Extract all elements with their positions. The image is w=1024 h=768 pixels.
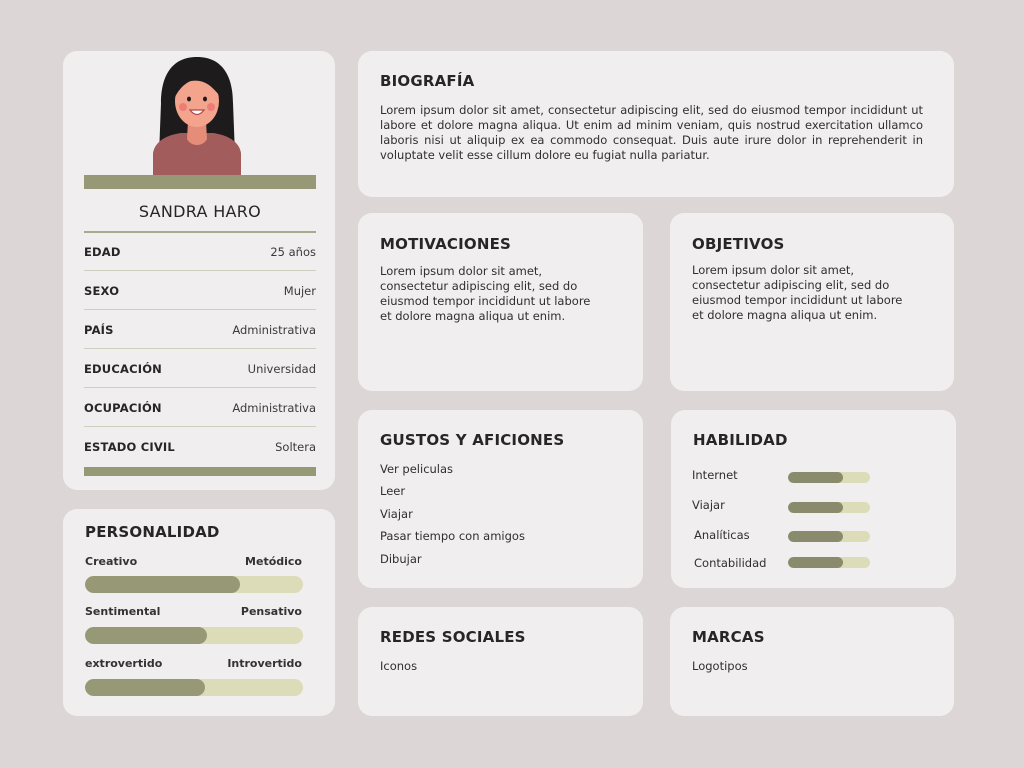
personality-title: PERSONALIDAD <box>85 523 220 541</box>
info-value: Administrativa <box>232 323 316 337</box>
skill-label: Analíticas <box>694 528 750 542</box>
profile-footer-stripe <box>84 467 316 476</box>
skill-bar-viajar <box>788 502 870 513</box>
trait-right-label: Pensativo <box>240 605 302 618</box>
info-row-pais <box>84 310 316 349</box>
info-value: Soltera <box>275 440 316 454</box>
info-value: Administrativa <box>232 401 316 415</box>
motivations-text: Lorem ipsum dolor sit amet, consectetur adipiscing elit, sed do eiusmod tempor incididunt ut labore et dolore magna aliqua ut enim. <box>380 264 591 323</box>
info-key: PAÍS <box>84 323 114 337</box>
trait-slider-sentimental <box>85 627 303 644</box>
trait-slider-fill <box>85 627 207 644</box>
info-row-edad <box>84 232 316 271</box>
skill-bar-contabilidad <box>788 557 870 568</box>
hobby-item: Dibujar <box>380 552 422 566</box>
skills-card <box>671 410 956 588</box>
info-value: 25 años <box>270 245 316 259</box>
trait-left-label: Creativo <box>85 555 138 568</box>
skill-bar-fill <box>788 472 843 483</box>
motivations-title: MOTIVACIONES <box>380 235 512 253</box>
trait-slider-extrovertido <box>85 679 303 696</box>
profile-header-stripe <box>84 175 316 189</box>
trait-left-label: extrovertido <box>85 657 163 670</box>
info-key: SEXO <box>84 284 120 298</box>
hobbies-title: GUSTOS Y AFICIONES <box>380 431 565 449</box>
hobby-item: Pasar tiempo con amigos <box>380 529 525 543</box>
motivations-card <box>358 213 643 391</box>
trait-slider-fill <box>85 679 205 696</box>
biography-card <box>358 51 954 197</box>
brands-placeholder-text: Logotipos <box>692 659 748 673</box>
skill-bar-analiticas <box>788 531 870 542</box>
info-row-sexo <box>84 271 316 310</box>
personality-card <box>63 509 335 716</box>
skill-bar-fill <box>788 502 843 513</box>
woman-avatar-icon <box>151 55 243 175</box>
biography-text: Lorem ipsum dolor sit amet, consectetur adipiscing elit, sed do eiusmod tempor incididunt ut labore et dolore magna aliqua. Ut enim ad minim veniam, quis nostrud exercitation ullamco laboris nisi ut aliquip ex ea commodo consequat. Duis aute irure dolor in reprehenderit in voluptate velit esse cillum dolore eu fugiat nulla pariatur. <box>380 103 923 162</box>
info-value: Mujer <box>283 284 316 298</box>
trait-slider-creativo <box>85 576 303 593</box>
social-card <box>358 607 643 716</box>
trait-right-label: Introvertido <box>227 657 302 670</box>
trait-slider-fill <box>85 576 240 593</box>
brands-title: MARCAS <box>692 628 765 646</box>
hobby-item: Ver peliculas <box>380 462 454 476</box>
objectives-title: OBJETIVOS <box>692 235 785 253</box>
skill-label: Viajar <box>692 498 725 512</box>
info-row-estado-civil <box>84 427 316 466</box>
trait-left-label: Sentimental <box>85 605 161 618</box>
profile-name: SANDRA HARO <box>138 202 262 221</box>
skills-title: HABILIDAD <box>693 431 788 449</box>
hobby-item: Leer <box>380 484 406 498</box>
social-placeholder-text: Iconos <box>380 659 418 673</box>
info-key: EDUCACIÓN <box>84 362 162 376</box>
info-key: OCUPACIÓN <box>84 401 162 415</box>
info-value: Universidad <box>247 362 316 376</box>
skill-label: Internet <box>692 468 738 482</box>
biography-title: BIOGRAFÍA <box>380 72 475 90</box>
objectives-text: Lorem ipsum dolor sit amet, consectetur adipiscing elit, sed do eiusmod tempor incididunt ut labore et dolore magna aliqua ut enim. <box>692 263 903 322</box>
skill-bar-fill <box>788 557 843 568</box>
objectives-card <box>670 213 954 391</box>
info-row-ocupacion <box>84 388 316 427</box>
skill-bar-internet <box>788 472 870 483</box>
profile-card <box>63 51 335 490</box>
social-title: REDES SOCIALES <box>380 628 526 646</box>
skill-bar-fill <box>788 531 843 542</box>
info-key: ESTADO CIVIL <box>84 440 175 454</box>
brands-card <box>670 607 954 716</box>
info-row-educacion <box>84 349 316 388</box>
skill-label: Contabilidad <box>694 556 767 570</box>
hobbies-card <box>358 410 643 588</box>
info-key: EDAD <box>84 245 121 259</box>
hobby-item: Viajar <box>380 507 413 521</box>
trait-right-label: Metódico <box>245 555 302 568</box>
